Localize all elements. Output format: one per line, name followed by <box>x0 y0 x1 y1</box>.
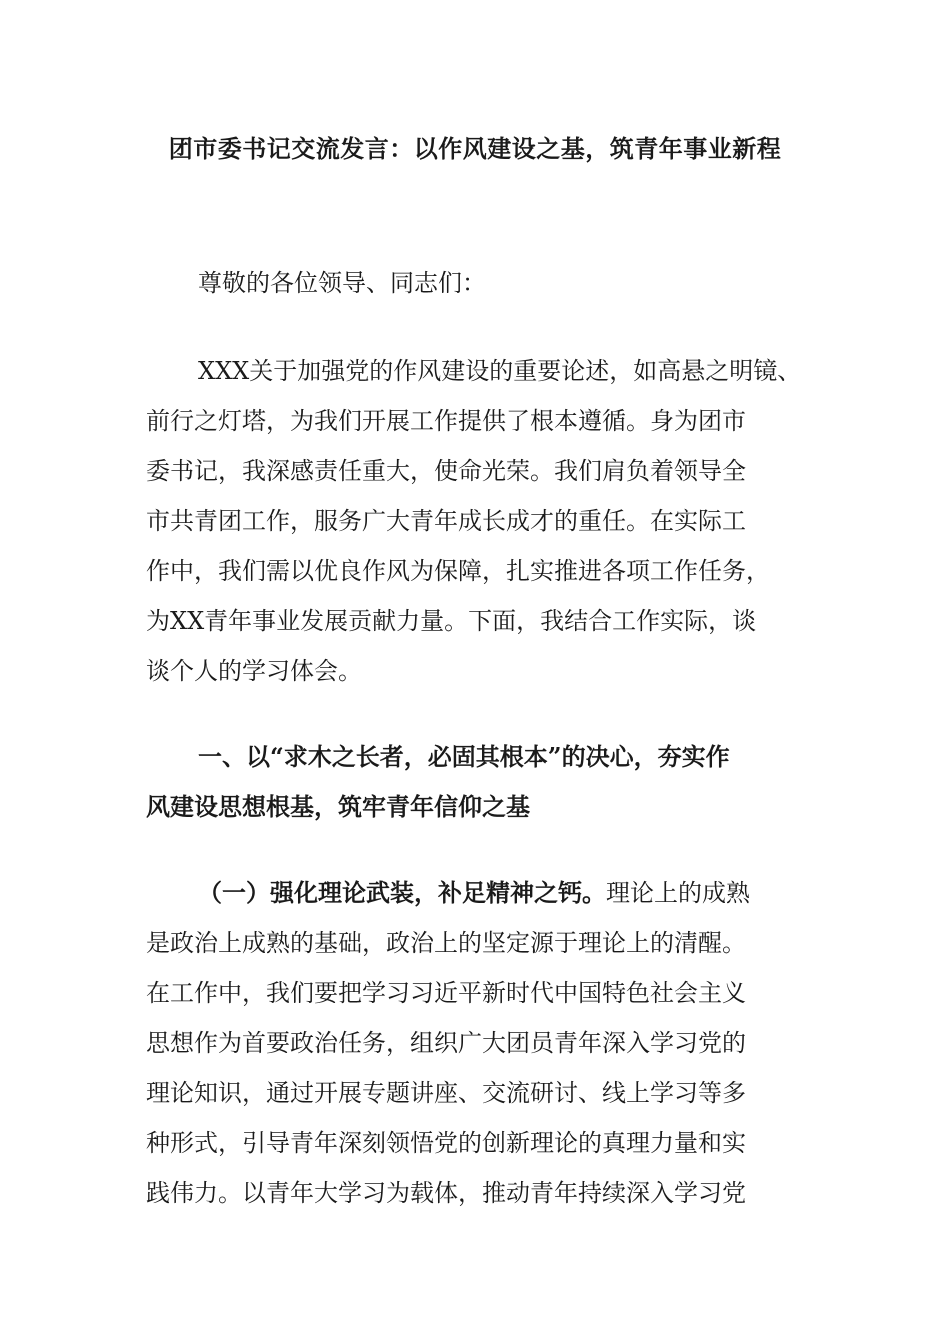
paragraph-lead-line <box>146 868 806 918</box>
lead-text: 理论上的成熟 <box>606 879 750 907</box>
paragraph-line: 为XX青年事业发展贡献力量。下面，我结合工作实际，谈 <box>146 607 757 635</box>
paragraph-subsection-1 <box>146 868 806 1218</box>
paragraph-line: XXX关于加强党的作风建设的重要论述，如高悬之明镜、 <box>198 357 802 385</box>
paragraph-line: 作中，我们需以优良作风为保障，扎实推进各项工作任务， <box>146 557 770 585</box>
heading-line: 风建设思想根基，筑牢青年信仰之基 <box>146 792 530 821</box>
section-heading-1 <box>146 732 806 832</box>
heading-line: 一、以“求木之长者，必固其根本”的决心，夯实作 <box>198 742 730 771</box>
paragraph-line: 理论知识，通过开展专题讲座、交流研讨、线上学习等多 <box>146 1079 746 1107</box>
paragraph-line: 思想作为首要政治任务，组织广大团员青年深入学习党的 <box>146 1029 746 1057</box>
salutation <box>146 258 806 308</box>
document-title: 团市委书记交流发言：以作风建设之基，筑青年事业新程 <box>168 134 782 163</box>
paragraph-line: 委书记，我深感责任重大，使命光荣。我们肩负着领导全 <box>146 457 746 485</box>
subsection-heading: （一）强化理论武装，补足精神之钙。 <box>198 878 606 907</box>
paragraph-line: 前行之灯塔，为我们开展工作提供了根本遵循。身为团市 <box>146 407 746 435</box>
paragraph-line: 在工作中，我们要把学习习近平新时代中国特色社会主义 <box>146 979 746 1007</box>
paragraph-line: 是政治上成熟的基础，政治上的坚定源于理论上的清醒。 <box>146 929 746 957</box>
paragraph-line: 种形式，引导青年深刻领悟党的创新理论的真理力量和实 <box>146 1129 746 1157</box>
paragraph-line: 谈个人的学习体会。 <box>146 657 362 685</box>
paragraph-line: 践伟力。以青年大学习为载体，推动青年持续深入学习党 <box>146 1179 746 1207</box>
paragraph-line: 市共青团工作，服务广大青年成长成才的重任。在实际工 <box>146 507 746 535</box>
salutation-text: 尊敬的各位领导、同志们： <box>198 269 486 297</box>
paragraph-intro <box>146 346 806 696</box>
